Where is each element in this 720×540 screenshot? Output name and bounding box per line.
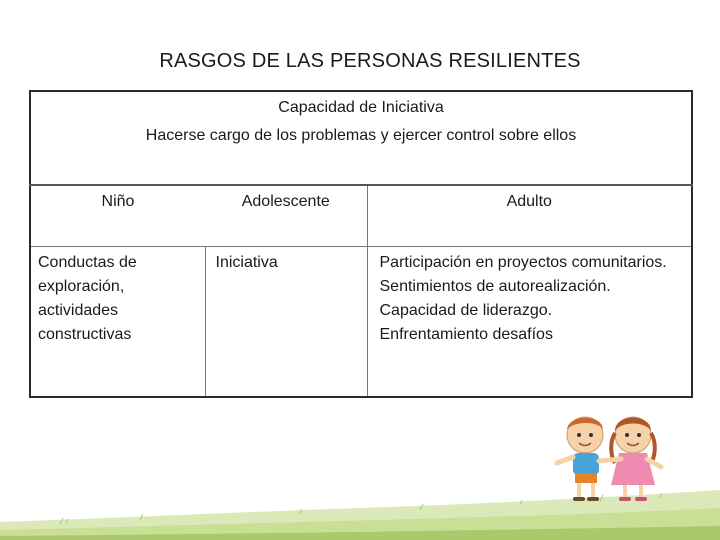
header-capacity-description: Hacerse cargo de los problemas y ejercer control sobre ellos	[145, 127, 577, 144]
girl-figure	[599, 417, 661, 499]
table-header-row	[30, 91, 692, 185]
cell-adolescente: Iniciativa	[205, 247, 367, 398]
table-row	[30, 247, 692, 398]
boy-figure	[557, 417, 603, 499]
traits-table	[29, 90, 693, 398]
cell-adulto-text-1: Participación en proyectos comunitarios. Sentimientos de autorealización. Capacidad de liderazgo.	[379, 254, 667, 319]
column-header-adolescente: Adolescente	[205, 185, 367, 247]
slide-title: RASGOS DE LAS PERSONAS RESILIENTES	[159, 50, 581, 72]
children-illustration	[545, 405, 675, 505]
traits-table-container	[29, 90, 691, 398]
table-header-cell	[30, 91, 692, 185]
column-header-nino: Niño	[30, 185, 205, 247]
cell-adulto-text-2: Enfrentamiento desafíos	[379, 326, 553, 343]
column-header-adulto: Adulto	[367, 185, 692, 247]
column-header-row	[30, 185, 692, 247]
cell-adulto	[367, 247, 692, 398]
header-capacity-title: Capacidad de Iniciativa	[278, 99, 444, 116]
cell-nino: Conductas de exploración, actividades constructivas	[30, 247, 205, 398]
